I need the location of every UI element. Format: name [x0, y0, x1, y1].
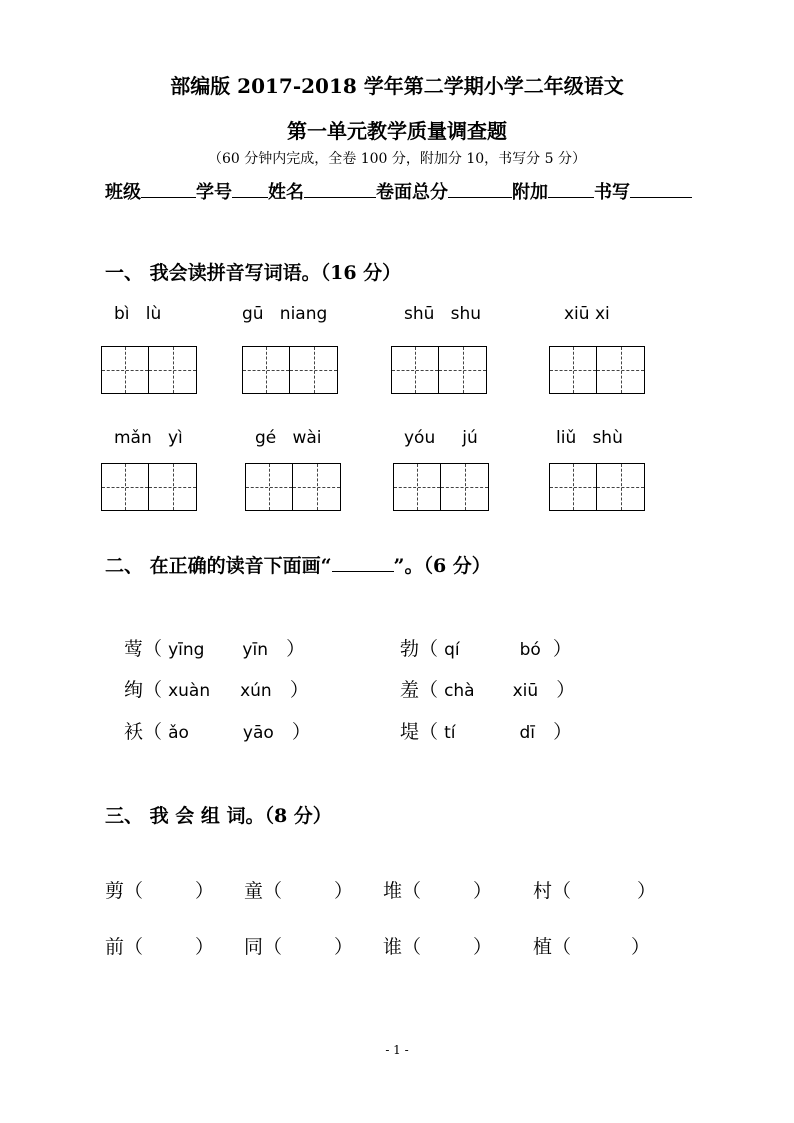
- word-item[interactable]: 村（ ）: [533, 880, 657, 902]
- underline-sample: [332, 571, 394, 572]
- page-title: 部编版 2017-2018 学年第二学期小学二年级语文: [170, 74, 624, 98]
- field-writing-label: 书写: [594, 182, 630, 203]
- field-number-label: 学号: [196, 182, 232, 203]
- word-item[interactable]: 植（ ）: [533, 936, 651, 958]
- word-item[interactable]: 前（ ）: [105, 936, 215, 958]
- pinyin-label: yóu jú: [404, 428, 478, 448]
- bonus-blank[interactable]: [548, 197, 594, 198]
- pinyin-label: gé wài: [255, 428, 322, 448]
- writing-box[interactable]: [391, 346, 487, 394]
- writing-box[interactable]: [101, 463, 197, 511]
- writing-box[interactable]: [549, 463, 645, 511]
- field-class-label: 班级: [105, 182, 141, 203]
- exam-note: （60 分钟内完成，全卷 100 分，附加分 10，书写分 5 分）: [208, 151, 586, 167]
- writing-blank[interactable]: [630, 197, 692, 198]
- section-2-title: 二、 在正确的读音下面画“ ”。（6 分）: [105, 555, 491, 577]
- writing-box[interactable]: [245, 463, 341, 511]
- writing-box[interactable]: [393, 463, 489, 511]
- field-name-label: 姓名: [268, 182, 304, 203]
- student-info-line: [105, 178, 692, 204]
- pinyin-label: gū niang: [242, 304, 328, 324]
- name-blank[interactable]: [304, 197, 376, 198]
- word-item[interactable]: 堆（ ）: [383, 880, 493, 902]
- word-item[interactable]: 同（ ）: [244, 936, 354, 958]
- pinyin-label: bì lù: [114, 304, 162, 324]
- pinyin-label: mǎn yì: [114, 428, 183, 448]
- page-number: - 1 -: [385, 1043, 409, 1057]
- pronunciation-item: 莺（ yīng yīn ）: [124, 638, 306, 660]
- word-item[interactable]: 童（ ）: [244, 880, 354, 902]
- writing-box[interactable]: [101, 346, 197, 394]
- field-bonus-label: 附加: [512, 182, 548, 203]
- word-item[interactable]: 剪（ ）: [105, 880, 215, 902]
- writing-box[interactable]: [242, 346, 338, 394]
- pinyin-label: xiū xi: [564, 304, 610, 324]
- pronunciation-item: 羞（ chà xiū ）: [400, 679, 576, 701]
- pronunciation-item: 绚（ xuàn xún ）: [124, 679, 309, 701]
- number-blank[interactable]: [232, 197, 268, 198]
- pinyin-label: shū shu: [404, 304, 482, 324]
- page-subtitle: 第一单元教学质量调查题: [287, 119, 507, 143]
- pinyin-label: liǔ shù: [556, 428, 623, 448]
- field-total-label: 卷面总分: [376, 182, 448, 203]
- pronunciation-item: 堤（ tí dī ）: [400, 721, 573, 743]
- pronunciation-item: 勃（ qí bó ）: [400, 638, 572, 660]
- total-blank[interactable]: [448, 197, 512, 198]
- class-blank[interactable]: [141, 197, 196, 198]
- section-3-title: 三、 我 会 组 词。（8 分）: [105, 805, 332, 827]
- word-item[interactable]: 谁（ ）: [383, 936, 493, 958]
- section-1-title: 一、 我会读拼音写词语。（16 分）: [105, 262, 402, 284]
- writing-box[interactable]: [549, 346, 645, 394]
- pronunciation-item: 袄（ ǎo yāo ）: [124, 721, 311, 743]
